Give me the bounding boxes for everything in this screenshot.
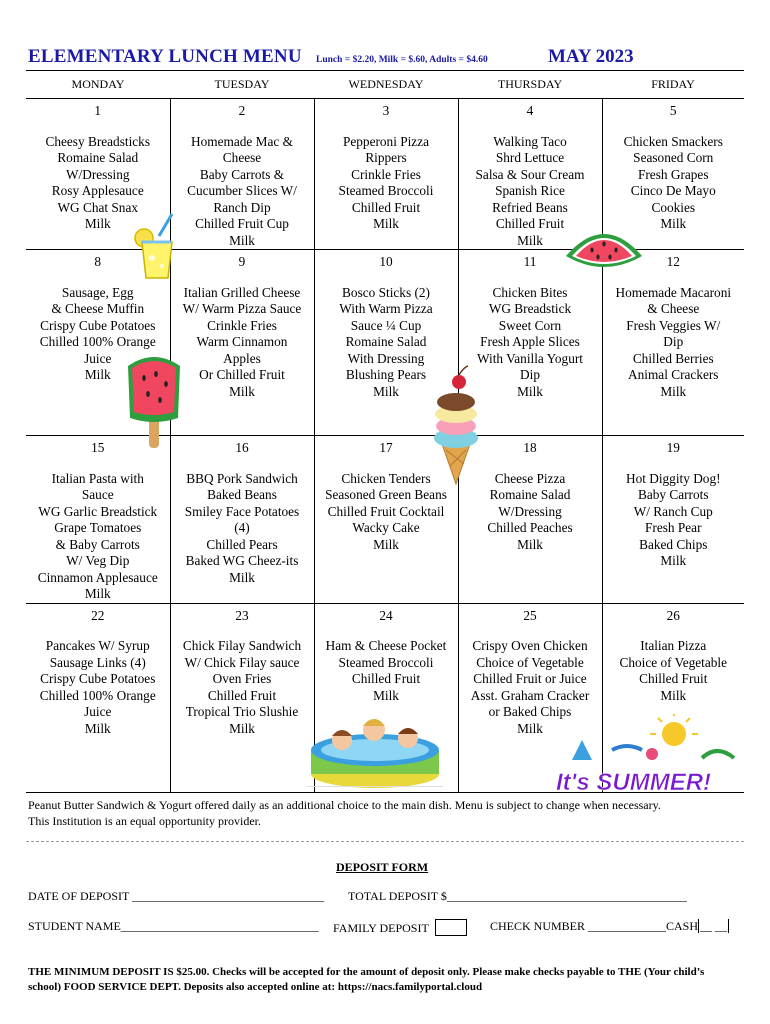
watermelon-slice-icon — [562, 226, 646, 274]
menu-item: Milk — [84, 216, 111, 231]
day-number: 11 — [523, 254, 537, 269]
weekday-header: MONDAY — [26, 71, 170, 99]
lemonade-icon — [132, 212, 182, 282]
menu-item: Chilled 100% Orange — [39, 334, 156, 349]
menu-item: W/ Ranch Cup — [633, 503, 713, 519]
menu-items — [26, 638, 170, 737]
student-name-field[interactable]: STUDENT NAME_________________________________ — [28, 919, 319, 933]
menu-item: Milk — [373, 687, 399, 703]
menu-item: Refried Beans — [492, 199, 568, 215]
weekday-header: WEDNESDAY — [314, 71, 458, 99]
day-number: 1 — [94, 103, 102, 118]
day-number: 15 — [91, 440, 105, 455]
menu-item: Cucumber Slices W/ — [187, 183, 297, 198]
menu-title: ELEMENTARY LUNCH MENU — [28, 46, 302, 67]
day-number: 22 — [91, 607, 105, 623]
menu-items — [315, 638, 458, 704]
deposit-notice-line: THE MINIMUM DEPOSIT IS $25.00. Checks will be accepted for the amount of deposit only. Please make checks payable to THE (Your child’s — [28, 966, 705, 978]
menu-items — [171, 638, 314, 737]
menu-item: Sausage Links (4) — [49, 654, 146, 670]
menu-items — [603, 638, 745, 704]
menu-item: Milk — [84, 367, 111, 382]
menu-items — [603, 285, 745, 401]
watermelon-popsicle-icon — [122, 352, 186, 452]
day-number: 2 — [238, 103, 246, 118]
menu-item: Italian Pasta with — [51, 470, 144, 486]
menu-item: WG Chat Snax — [57, 199, 138, 215]
day-number: 17 — [379, 440, 393, 455]
menu-item: Crispy Oven Chicken — [472, 638, 588, 653]
menu-item: BBQ Pork Sandwich — [186, 470, 298, 486]
menu-item: Dip — [520, 367, 540, 382]
cash-blank[interactable]: __ __ — [700, 919, 728, 933]
menu-items — [171, 285, 314, 401]
footnote-line: Peanut Butter Sandwich & Yogurt offered daily as an additional choice to the main dish. Menu is subject to change when necessary. — [28, 798, 661, 812]
menu-item: Seasoned Corn — [633, 150, 714, 165]
day-cell — [602, 250, 744, 436]
menu-item: Rippers — [365, 150, 407, 165]
menu-item: Chicken Tenders — [341, 470, 431, 486]
menu-item: Milk — [660, 216, 687, 231]
menu-item: Milk — [517, 232, 543, 248]
month-title: MAY 2023 — [548, 46, 634, 67]
menu-items — [171, 471, 314, 587]
menu-item: Baked Chips — [639, 536, 708, 552]
day-cell — [170, 436, 314, 604]
day-number: 23 — [235, 607, 249, 623]
summer-banner-icon — [552, 714, 742, 798]
cut-line-divider — [26, 841, 744, 842]
menu-item: With Vanilla Yogurt — [477, 350, 583, 366]
menu-item: Milk — [517, 536, 543, 552]
family-deposit-checkbox[interactable] — [435, 919, 467, 936]
menu-item: Cheesy Breadsticks — [45, 133, 150, 149]
menu-item: Milk — [373, 536, 399, 552]
ice-cream-cone-icon — [428, 364, 484, 486]
menu-item: Asst. Graham Cracker — [470, 687, 590, 703]
menu-item: or Baked Chips — [488, 704, 572, 719]
family-deposit-field — [333, 919, 467, 936]
menu-items — [26, 471, 170, 603]
menu-item: Chilled Pears — [206, 536, 278, 552]
menu-item: Baby Carrots & — [199, 166, 285, 182]
deposit-form-title: DEPOSIT FORM — [336, 860, 429, 874]
menu-item: Crinkle Fries — [351, 166, 421, 182]
menu-item: Milk — [229, 569, 255, 585]
day-number: 10 — [379, 254, 393, 269]
menu-item: Steamed Broccoli — [338, 183, 434, 198]
menu-item: Or Chilled Fruit — [199, 367, 285, 382]
menu-item: Milk — [517, 383, 543, 399]
day-number: 25 — [523, 607, 537, 623]
menu-item: Sausage, Egg — [61, 284, 134, 300]
menu-item: Homemade Mac & — [191, 133, 293, 149]
menu-item: Milk — [373, 383, 399, 399]
day-number: 18 — [523, 440, 537, 455]
menu-item: Crispy Cube Potatoes — [40, 317, 156, 333]
menu-item: W/Dressing — [65, 166, 130, 182]
menu-item: Sauce — [81, 487, 114, 502]
day-number: 24 — [379, 607, 393, 623]
menu-item: W/ Veg Dip — [66, 553, 130, 568]
menu-item: Choice of Vegetable — [476, 654, 584, 670]
menu-item: Tropical Trio Slushie — [185, 704, 299, 719]
menu-item: Fresh Apple Slices — [480, 334, 580, 349]
day-cell — [170, 603, 314, 792]
weekday-header: TUESDAY — [170, 71, 314, 99]
menu-item: Pepperoni Pizza — [342, 133, 430, 149]
footnote-line: This Institution is an equal opportunity provider. — [28, 814, 261, 828]
day-number: 5 — [669, 103, 677, 118]
menu-item: Chilled Fruit — [351, 671, 421, 686]
menu-item: Bosco Sticks (2) — [342, 284, 430, 300]
day-number: 16 — [235, 440, 249, 455]
check-number-label: CHECK NUMBER _____________CASH — [490, 919, 699, 933]
menu-item: Chilled Fruit — [351, 199, 421, 215]
menu-item: W/ Chick Filay sauce — [184, 654, 300, 670]
menu-item: Baked Beans — [207, 487, 277, 502]
menu-item: Pancakes W/ Syrup — [45, 638, 150, 653]
day-cell — [26, 436, 170, 604]
menu-item: Rosy Applesauce — [51, 183, 144, 198]
menu-item: & Cheese — [647, 301, 700, 316]
menu-item: Milk — [517, 720, 543, 736]
summer-banner-text: It's SUMMER! — [556, 769, 712, 796]
kiddie-pool-icon — [302, 700, 448, 792]
day-number: 3 — [382, 103, 390, 118]
deposit-notice — [28, 965, 744, 995]
menu-item: Chicken Bites — [492, 284, 568, 300]
family-deposit-label: FAMILY DEPOSIT — [333, 921, 429, 935]
menu-items — [315, 134, 458, 233]
day-number: 12 — [666, 254, 680, 269]
check-number-field[interactable] — [490, 919, 729, 934]
menu-item: Milk — [229, 232, 255, 248]
menu-item: Chilled Fruit Cocktail — [327, 503, 445, 519]
menu-item: W/Dressing — [498, 503, 562, 519]
menu-item: Dip — [663, 334, 684, 349]
menu-item: Italian Grilled Cheese — [183, 284, 301, 300]
menu-item: WG Garlic Breadstick — [38, 503, 158, 519]
menu-item: Sweet Corn — [498, 317, 562, 333]
menu-item: Chilled Fruit or Juice — [473, 671, 587, 686]
menu-item: Cookies — [651, 199, 696, 215]
menu-item: (4) — [234, 520, 250, 535]
menu-item: Crinkle Fries — [207, 317, 277, 333]
deposit-notice-line: school) FOOD SERVICE DEPT. Deposits also accepted online at: https://nacs.familyportal.cloud — [28, 981, 483, 993]
menu-item: Italian Pizza — [640, 638, 707, 653]
menu-item: Romaine Salad — [489, 487, 571, 502]
day-cell — [314, 99, 458, 250]
menu-item: Fresh Pear — [645, 520, 702, 535]
menu-item: Milk — [84, 586, 111, 601]
menu-item: Walking Taco — [493, 133, 567, 149]
menu-item: WG Breadstick — [488, 301, 572, 316]
menu-item: Baked WG Cheez-its — [185, 553, 299, 568]
menu-item: Baby Carrots — [637, 487, 709, 502]
menu-item: & Cheese Muffin — [51, 301, 145, 316]
menu-item: Sauce ¼ Cup — [350, 317, 422, 333]
menu-item: Wacky Cake — [352, 520, 420, 535]
day-cell — [602, 436, 744, 604]
menu-item: Chick Filay Sandwich — [182, 638, 302, 653]
menu-item: Chilled Fruit — [639, 671, 708, 686]
menu-item: Chilled Fruit Cup — [195, 216, 289, 231]
menu-item: With Warm Pizza — [339, 301, 433, 316]
weekday-header-row — [26, 71, 744, 99]
menu-item: Choice of Vegetable — [619, 654, 728, 670]
day-number: 8 — [94, 254, 102, 269]
menu-item: Cinnamon Applesauce — [37, 569, 158, 585]
day-number: 19 — [666, 440, 680, 455]
menu-item: Apples — [223, 350, 261, 366]
week-row — [26, 436, 744, 604]
day-cell — [170, 250, 314, 436]
menu-item: Milk — [660, 553, 687, 568]
menu-item: Animal Crackers — [628, 367, 719, 382]
menu-item: Juice — [84, 704, 112, 719]
menu-item: Juice — [84, 350, 112, 366]
weekday-header: THURSDAY — [458, 71, 602, 99]
menu-items — [603, 134, 745, 233]
date-of-deposit-field[interactable]: DATE OF DEPOSIT ________________________________ — [28, 889, 325, 903]
menu-item: Seasoned Green Beans — [325, 487, 447, 502]
menu-item: Chilled Fruit — [207, 687, 277, 703]
day-number: 9 — [238, 254, 246, 269]
menu-item: Hot Diggity Dog! — [625, 470, 721, 486]
menu-item: Milk — [229, 383, 255, 399]
menu-item: Cinco De Mayo — [630, 183, 716, 198]
day-number: 4 — [526, 103, 534, 118]
menu-item: Chilled 100% Orange — [39, 687, 156, 703]
day-number: 26 — [666, 607, 680, 623]
weekday-header: FRIDAY — [602, 71, 744, 99]
menu-item: Milk — [660, 383, 687, 399]
menu-footnote — [28, 797, 661, 829]
menu-items — [171, 134, 314, 250]
menu-item: Oven Fries — [212, 671, 272, 686]
menu-item: Cheese — [222, 150, 262, 165]
menu-item: Milk — [84, 720, 111, 736]
menu-item: Ham & Cheese Pocket — [325, 638, 447, 653]
menu-item: Shrd Lettuce — [495, 150, 565, 165]
menu-item: & Baby Carrots — [55, 536, 140, 552]
menu-item: Fresh Grapes — [637, 166, 709, 182]
menu-item: Chilled Peaches — [487, 520, 573, 535]
menu-item: Crispy Cube Potatoes — [40, 671, 156, 686]
menu-item: Romaine Salad — [345, 334, 427, 349]
menu-item: Milk — [660, 687, 687, 703]
menu-item: Chicken Smackers — [623, 133, 723, 149]
menu-item: Cheese Pizza — [494, 470, 566, 486]
menu-item: Milk — [373, 216, 399, 231]
menu-item: Steamed Broccoli — [338, 654, 434, 670]
menu-item: Fresh Veggies W/ — [626, 317, 721, 333]
menu-item: Warm Cinnamon — [196, 334, 288, 349]
price-info: Lunch = $2.20, Milk = $.60, Adults = $4.60 — [316, 55, 488, 65]
menu-item: With Dressing — [347, 350, 425, 366]
menu-item: Blushing Pears — [345, 367, 427, 382]
day-cell — [26, 603, 170, 792]
menu-item: Chilled Berries — [632, 350, 714, 366]
total-deposit-field[interactable]: TOTAL DEPOSIT $________________________________________ — [348, 889, 687, 903]
menu-item: Milk — [229, 720, 255, 736]
menu-item: Salsa & Sour Cream — [475, 166, 585, 182]
menu-item: Grape Tomatoes — [54, 520, 142, 535]
menu-items — [603, 471, 745, 570]
menu-item: W/ Warm Pizza Sauce — [182, 301, 302, 316]
menu-item: Spanish Rice — [495, 183, 565, 198]
menu-item: Romaine Salad — [57, 150, 139, 165]
day-cell — [170, 99, 314, 250]
menu-item: Homemade Macaroni — [615, 284, 732, 300]
menu-item: Chilled Fruit — [495, 216, 565, 231]
menu-item: Ranch Dip — [213, 199, 271, 215]
menu-item: Smiley Face Potatoes — [184, 503, 300, 519]
